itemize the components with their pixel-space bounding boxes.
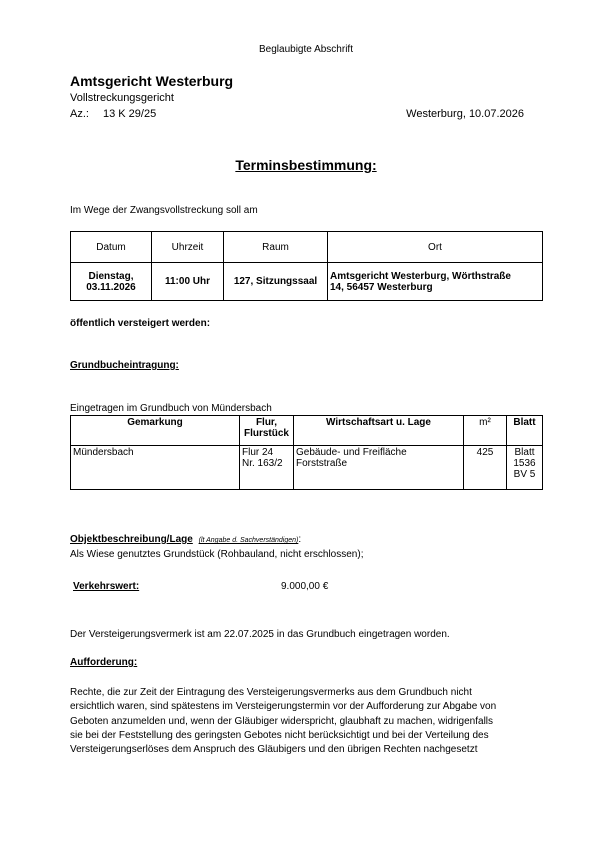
header-gemarkung: Gemarkung xyxy=(71,416,240,446)
appointment-table xyxy=(70,231,543,301)
object-heading-line xyxy=(70,534,301,545)
request-heading: Aufforderung: xyxy=(70,657,138,668)
header-place: Ort xyxy=(328,232,543,263)
cell-flur-line1: Flur 24 xyxy=(242,447,274,458)
request-line: Geboten anzumelden und, wenn der Gläubiger widerspricht, glaubhaft zu machen, widrigenfalls xyxy=(70,715,494,727)
case-number-label: Az.: xyxy=(70,108,89,120)
request-line: Rechte, die zur Zeit der Eintragung des Versteigerungsvermerks aus dem Grundbuch nicht xyxy=(70,687,472,698)
object-heading: Objektbeschreibung/Lage xyxy=(70,534,193,545)
court-department: Vollstreckungsgericht xyxy=(70,92,174,104)
cell-blatt-line3: BV 5 xyxy=(513,469,536,480)
header-area: m² xyxy=(464,416,507,446)
header-flur-line1: Flur, xyxy=(255,417,278,428)
request-line: ersichtlich waren, sind spätestens im Versteigerungstermin vor der Aufforderung zur Abgabe von xyxy=(70,701,497,713)
header-flur-line2: Flurstück xyxy=(243,428,289,439)
place-date: Westerburg, 10.07.2026 xyxy=(406,108,524,120)
cell-area: 425 xyxy=(464,446,507,490)
appointment-place-line2: 14, 56457 Westerburg xyxy=(330,281,433,293)
appointment-place-line1: Amtsgericht Westerburg, Wörthstraße xyxy=(330,270,511,282)
object-note: (lt Angabe d. Sachverständigen) xyxy=(198,537,299,544)
document-title: Terminsbestimmung: xyxy=(235,157,377,173)
intro-text: Im Wege der Zwangsvollstreckung soll am xyxy=(70,205,258,216)
cell-flur xyxy=(240,446,294,490)
header-wirtschaftsart: Wirtschaftsart u. Lage xyxy=(294,416,464,446)
market-value: 9.000,00 € xyxy=(281,581,329,592)
header-time: Uhrzeit xyxy=(152,232,224,263)
auction-text: öffentlich versteigert werden: xyxy=(70,318,211,329)
appointment-room: 127, Sitzungssaal xyxy=(224,263,328,301)
appointment-date xyxy=(71,263,152,301)
cell-wirtschaftsart-line2: Forststraße xyxy=(296,458,348,469)
appointment-day: 03.11.2026 xyxy=(86,281,136,293)
cell-wirtschaftsart xyxy=(294,446,464,490)
object-note-suffix: : xyxy=(298,534,302,545)
cell-blatt xyxy=(507,446,543,490)
registration-note: Der Versteigerungsvermerk ist am 22.07.2025 in das Grundbuch eingetragen worden. xyxy=(70,629,450,640)
request-line: Versteigerungserlöses dem Anspruch des Gläubigers und den übrigen Rechten nachgesetzt xyxy=(70,744,478,756)
cell-gemarkung: Mündersbach xyxy=(71,446,240,490)
certified-copy-note: Beglaubigte Abschrift xyxy=(259,44,353,55)
cell-flur-line2: Nr. 163/2 xyxy=(242,458,283,469)
cell-blatt-line1: Blatt xyxy=(514,447,535,458)
header-flur xyxy=(240,416,294,446)
market-value-label: Verkehrswert: xyxy=(73,581,140,592)
land-register-table xyxy=(70,415,543,490)
request-line: sie bei der Feststellung des geringsten Gebotes nicht berücksichtigt und bei der Verteilung des xyxy=(70,729,489,741)
object-description: Als Wiese genutztes Grundstück (Rohbauland, nicht erschlossen); xyxy=(70,549,364,560)
appointment-time: 11:00 Uhr xyxy=(152,263,224,301)
appointment-header-row xyxy=(71,232,543,263)
cell-wirtschaftsart-line1: Gebäude- und Freifläche xyxy=(296,447,407,458)
land-register-header-row xyxy=(71,416,543,446)
court-name: Amtsgericht Westerburg xyxy=(70,73,234,89)
request-paragraph xyxy=(70,686,550,757)
land-register-intro: Eingetragen im Grundbuch von Mündersbach xyxy=(70,403,272,414)
cell-blatt-line2: 1536 xyxy=(513,458,536,469)
appointment-row xyxy=(71,263,543,301)
case-number: 13 K 29/25 xyxy=(103,108,157,120)
header-date: Datum xyxy=(71,232,152,263)
appointment-weekday: Dienstag, xyxy=(88,270,134,282)
appointment-place xyxy=(328,263,543,301)
header-blatt: Blatt xyxy=(507,416,543,446)
land-register-row xyxy=(71,446,543,490)
header-room: Raum xyxy=(224,232,328,263)
land-register-heading: Grundbucheintragung: xyxy=(70,360,179,371)
